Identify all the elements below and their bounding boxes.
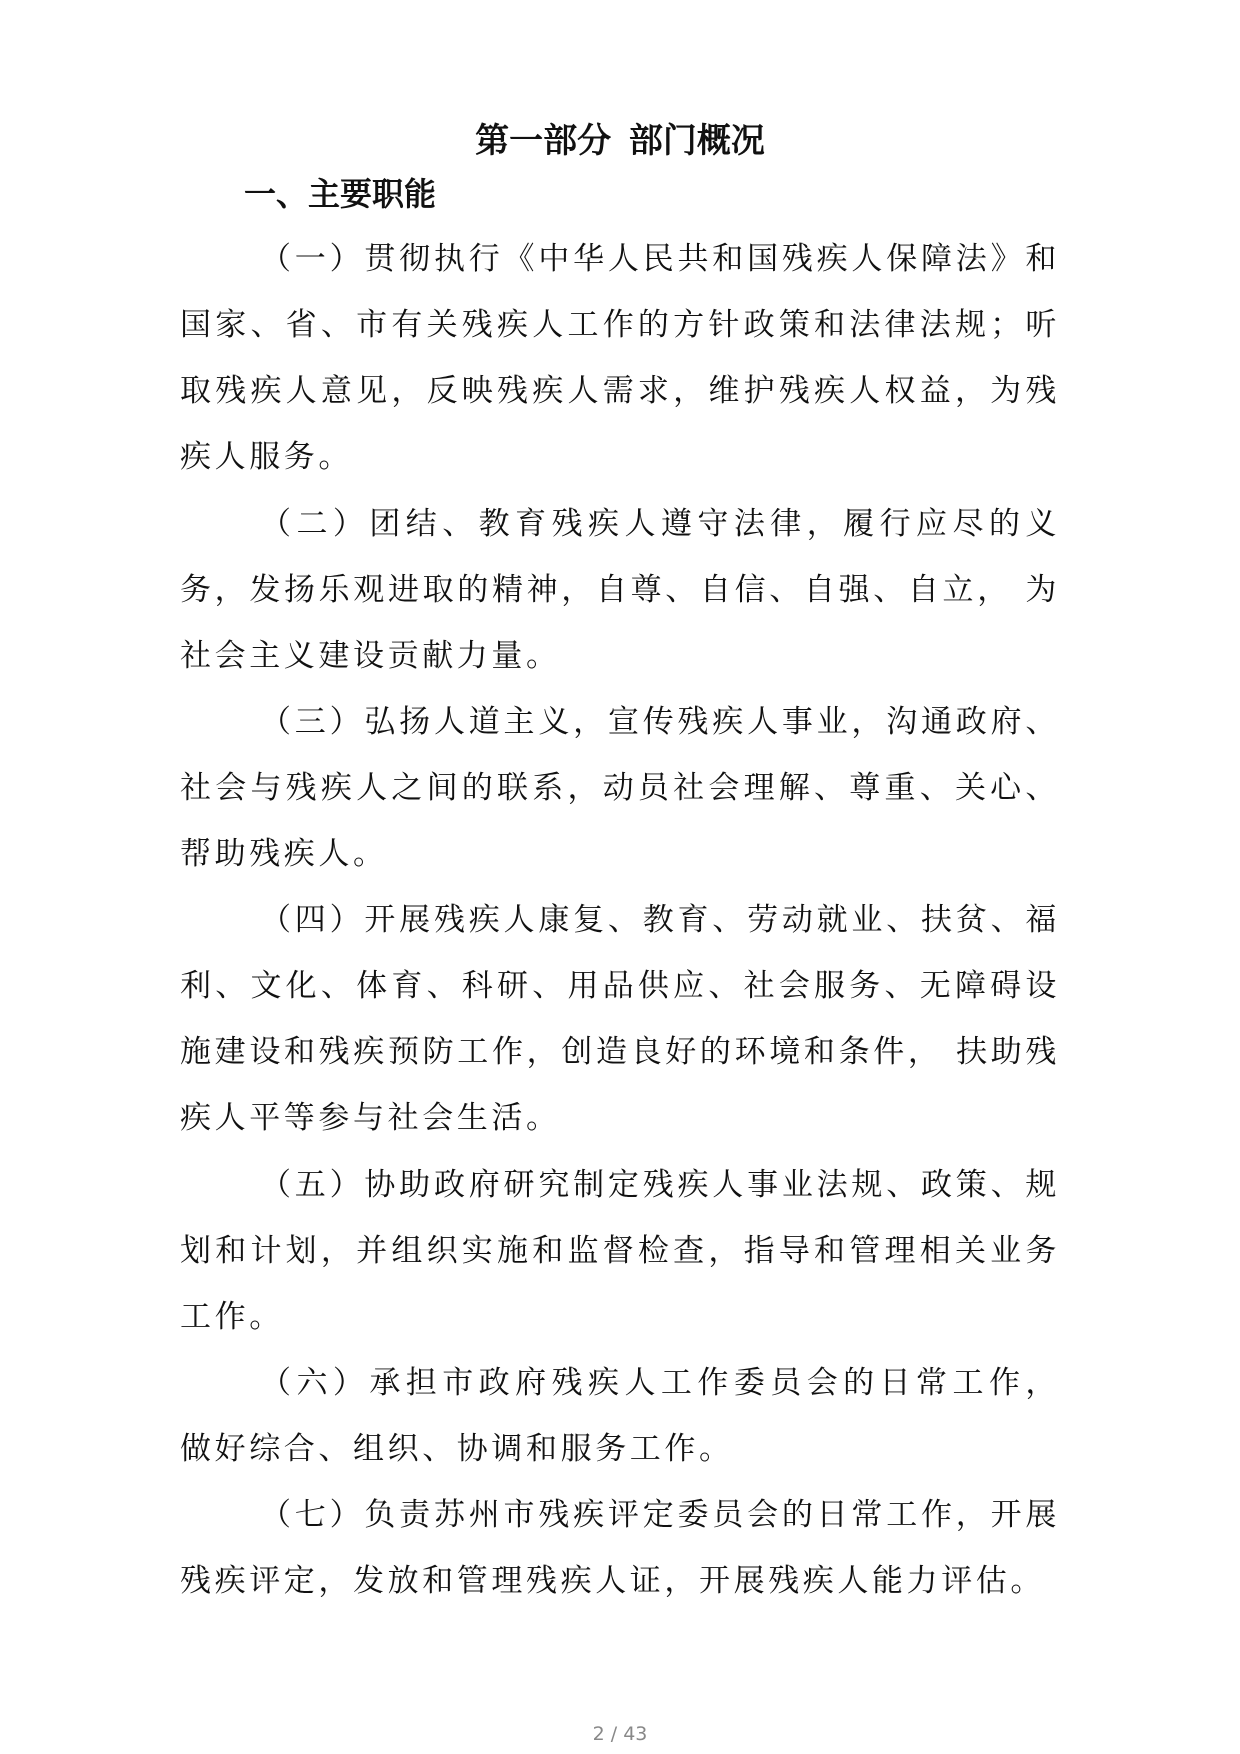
paragraph-function-6: （六）承担市政府残疾人工作委员会的日常工作， 做好综合、组织、协调和服务工作。 (180, 1365, 1060, 1467)
paragraph-function-3: （三）弘扬人道主义，宣传残疾人事业，沟通政府、社会与残疾人之间的联系，动员社会理解、尊重、关心、帮助残疾人。 (180, 704, 1060, 872)
paragraph-function-5: （五）协助政府研究制定残疾人事业法规、政策、规划和计划，并组织实施和监督检查，指导和管理相关业务工作。 (180, 1167, 1060, 1335)
section-heading: 一、主要职能 (244, 175, 437, 213)
paragraph-function-2: （二）团结、教育残疾人遵守法律，履行应尽的义务，发扬乐观进取的精神，自尊、自信、自强、自立， 为社会主义建设贡献力量。 (180, 506, 1060, 674)
paragraph-function-7: （七）负责苏州市残疾评定委员会的日常工作，开展残疾评定，发放和管理残疾人证，开展残疾人能力评估。 (180, 1497, 1060, 1599)
page-number-indicator: 2 / 43 (592, 1723, 648, 1745)
paragraph-function-4: （四）开展残疾人康复、教育、劳动就业、扶贫、福利、文化、体育、科研、用品供应、社会服务、无障碍设施建设和残疾预防工作，创造良好的环境和条件， 扶助残疾人平等参与社会生活。 (180, 902, 1060, 1136)
paragraph-function-1: （一）贯彻执行《中华人民共和国残疾人保障法》和国家、省、市有关残疾人工作的方针政策和法律法规；听取残疾人意见，反映残疾人需求，维护残疾人权益，为残疾人服务。 (180, 241, 1060, 475)
page-title: 第一部分 部门概况 (475, 121, 765, 161)
